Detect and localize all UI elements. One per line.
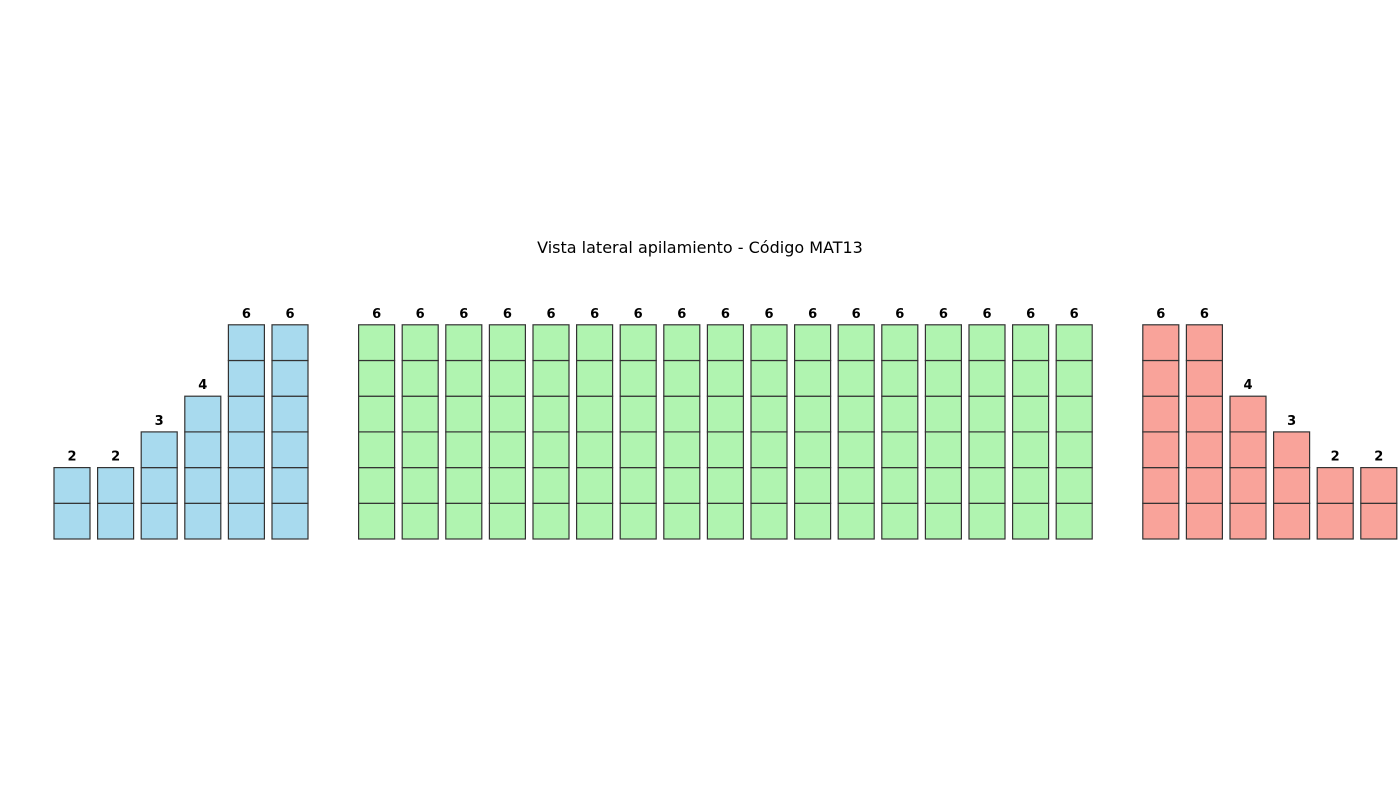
stack-column: [882, 307, 918, 539]
stack-box: [577, 432, 613, 468]
stack-box: [228, 432, 264, 468]
stack-box: [577, 396, 613, 432]
stack-box: [882, 503, 918, 539]
stack-box: [795, 361, 831, 397]
stack-box: [925, 432, 961, 468]
stack-box: [1013, 396, 1049, 432]
stack-box: [838, 325, 874, 361]
stack-box: [1013, 325, 1049, 361]
stack-box: [925, 361, 961, 397]
stack-box: [402, 361, 438, 397]
stack-box: [359, 468, 395, 504]
stack-box: [54, 468, 90, 504]
stack-group-right: [1143, 307, 1397, 539]
stack-box: [185, 432, 221, 468]
stack-column: [1143, 307, 1179, 539]
stack-box: [185, 468, 221, 504]
stack-box: [838, 361, 874, 397]
stack-column: [1361, 450, 1397, 539]
stack-column: [54, 450, 90, 539]
stack-box: [882, 325, 918, 361]
stack-count-label: 2: [67, 449, 77, 465]
stack-box: [577, 325, 613, 361]
stack-box: [98, 503, 134, 539]
stack-box: [707, 468, 743, 504]
stack-column: [185, 378, 221, 539]
stack-box: [228, 503, 264, 539]
stack-column: [1317, 450, 1353, 539]
stack-box: [533, 468, 569, 504]
stack-box: [446, 396, 482, 432]
stack-box: [402, 325, 438, 361]
stack-box: [1274, 468, 1310, 504]
stack-box: [1230, 468, 1266, 504]
stack-box: [533, 396, 569, 432]
stack-count-label: 6: [459, 306, 469, 322]
stack-box: [751, 325, 787, 361]
stack-box: [1056, 503, 1092, 539]
stack-box: [1013, 432, 1049, 468]
stack-count-label: 4: [198, 378, 208, 394]
stack-column: [141, 414, 177, 539]
stack-box: [707, 396, 743, 432]
stack-group-left: [54, 307, 308, 539]
stack-box: [141, 468, 177, 504]
stack-box: [228, 325, 264, 361]
stack-box: [489, 432, 525, 468]
stack-column: [446, 307, 482, 539]
stack-count-label: 6: [1069, 306, 1079, 322]
stack-box: [795, 325, 831, 361]
stack-box: [1230, 396, 1266, 432]
stack-box: [577, 503, 613, 539]
stack-box: [489, 468, 525, 504]
stack-column: [969, 307, 1005, 539]
stack-box: [359, 361, 395, 397]
stack-box: [141, 503, 177, 539]
stack-count-label: 6: [808, 306, 818, 322]
stack-box: [882, 432, 918, 468]
stack-box: [1186, 503, 1222, 539]
stack-count-label: 6: [1026, 306, 1036, 322]
stack-column: [751, 307, 787, 539]
stack-count-label: 6: [590, 306, 600, 322]
stack-box: [489, 503, 525, 539]
stack-column: [1186, 307, 1222, 539]
stack-box: [359, 503, 395, 539]
stack-box: [969, 396, 1005, 432]
stack-box: [577, 361, 613, 397]
stack-box: [1143, 432, 1179, 468]
stack-count-label: 6: [677, 306, 687, 322]
stack-box: [620, 396, 656, 432]
stack-box: [882, 361, 918, 397]
stack-column: [664, 307, 700, 539]
stack-box: [1361, 468, 1397, 504]
stack-box: [533, 503, 569, 539]
stack-box: [272, 361, 308, 397]
stack-box: [577, 468, 613, 504]
stack-box: [446, 503, 482, 539]
stack-box: [489, 325, 525, 361]
stack-box: [969, 468, 1005, 504]
stack-box: [795, 432, 831, 468]
stack-column: [707, 307, 743, 539]
stack-box: [1274, 432, 1310, 468]
stack-column: [577, 307, 613, 539]
stack-box: [446, 361, 482, 397]
stack-count-label: 6: [633, 306, 643, 322]
stack-box: [664, 396, 700, 432]
stack-box: [1186, 468, 1222, 504]
stack-group-middle: [359, 307, 1093, 539]
stack-count-label: 2: [1330, 449, 1340, 465]
chart-title: Vista lateral apilamiento - Código MAT13: [537, 238, 863, 257]
stack-box: [795, 503, 831, 539]
stack-box: [185, 396, 221, 432]
stack-column: [795, 307, 831, 539]
stack-box: [620, 361, 656, 397]
stack-box: [751, 468, 787, 504]
stack-count-label: 6: [851, 306, 861, 322]
stack-box: [1056, 361, 1092, 397]
stack-count-label: 4: [1243, 378, 1253, 394]
stack-column: [838, 307, 874, 539]
stack-box: [1317, 503, 1353, 539]
stack-box: [1143, 361, 1179, 397]
stack-box: [228, 396, 264, 432]
stack-column: [1230, 378, 1266, 539]
stack-box: [1056, 468, 1092, 504]
stack-box: [489, 361, 525, 397]
stack-box: [882, 396, 918, 432]
stack-column: [359, 307, 395, 539]
stack-box: [620, 503, 656, 539]
stack-box: [1186, 361, 1222, 397]
stack-box: [707, 503, 743, 539]
stack-box: [1013, 361, 1049, 397]
stack-box: [620, 325, 656, 361]
stack-box: [882, 468, 918, 504]
stack-box: [402, 468, 438, 504]
stack-box: [1230, 503, 1266, 539]
stack-box: [141, 432, 177, 468]
stack-box: [969, 325, 1005, 361]
stack-box: [838, 396, 874, 432]
stack-box: [489, 396, 525, 432]
stack-box: [751, 396, 787, 432]
stack-box: [751, 361, 787, 397]
stack-box: [272, 503, 308, 539]
stack-count-label: 6: [895, 306, 905, 322]
stack-column: [925, 307, 961, 539]
stack-box: [533, 432, 569, 468]
stack-count-label: 3: [154, 413, 164, 429]
stack-column: [272, 307, 308, 539]
stack-column: [1056, 307, 1092, 539]
stack-box: [1274, 503, 1310, 539]
stack-count-label: 6: [415, 306, 425, 322]
stack-box: [1056, 432, 1092, 468]
stack-box: [1013, 503, 1049, 539]
stack-count-label: 2: [111, 449, 121, 465]
stack-box: [272, 468, 308, 504]
stack-box: [664, 468, 700, 504]
stack-box: [402, 396, 438, 432]
stack-column: [489, 307, 525, 539]
stack-count-label: 6: [502, 306, 512, 322]
stack-box: [925, 503, 961, 539]
stack-column: [402, 307, 438, 539]
stacks-layer: [54, 307, 1397, 539]
stack-box: [1056, 396, 1092, 432]
stack-box: [838, 432, 874, 468]
stack-box: [664, 325, 700, 361]
stack-column: [620, 307, 656, 539]
stack-box: [620, 432, 656, 468]
stack-box: [925, 396, 961, 432]
stack-box: [272, 325, 308, 361]
stack-box: [446, 432, 482, 468]
stack-box: [620, 468, 656, 504]
stack-box: [1186, 432, 1222, 468]
stack-box: [1013, 468, 1049, 504]
stack-count-label: 6: [241, 306, 251, 322]
stack-box: [228, 361, 264, 397]
stack-count-label: 6: [1156, 306, 1166, 322]
stack-count-label: 6: [982, 306, 992, 322]
stack-box: [838, 503, 874, 539]
stack-box: [707, 361, 743, 397]
stack-box: [228, 468, 264, 504]
stack-column: [98, 450, 134, 539]
stack-box: [1186, 396, 1222, 432]
stack-box: [402, 432, 438, 468]
stack-box: [98, 468, 134, 504]
stack-box: [402, 503, 438, 539]
stack-box: [1143, 396, 1179, 432]
stack-column: [1274, 414, 1310, 539]
stack-box: [838, 468, 874, 504]
stack-box: [707, 432, 743, 468]
stack-box: [751, 503, 787, 539]
stack-box: [533, 325, 569, 361]
stack-box: [359, 325, 395, 361]
stack-box: [359, 396, 395, 432]
stack-box: [1186, 325, 1222, 361]
stack-box: [185, 503, 221, 539]
stack-column: [533, 307, 569, 539]
stack-box: [446, 468, 482, 504]
stack-count-label: 6: [720, 306, 730, 322]
stack-box: [925, 325, 961, 361]
stack-box: [1361, 503, 1397, 539]
stack-box: [359, 432, 395, 468]
stack-count-label: 3: [1287, 413, 1297, 429]
stack-box: [795, 468, 831, 504]
stack-box: [1143, 503, 1179, 539]
stack-box: [751, 432, 787, 468]
stack-box: [664, 503, 700, 539]
stack-box: [272, 396, 308, 432]
stack-box: [1317, 468, 1353, 504]
stack-box: [707, 325, 743, 361]
stack-count-label: 6: [938, 306, 948, 322]
stack-count-label: 2: [1374, 449, 1384, 465]
stack-box: [1230, 432, 1266, 468]
stack-box: [969, 361, 1005, 397]
stack-box: [969, 503, 1005, 539]
stack-count-label: 6: [546, 306, 556, 322]
stack-count-label: 6: [372, 306, 382, 322]
stack-count-label: 6: [1199, 306, 1209, 322]
stack-box: [272, 432, 308, 468]
stack-box: [1143, 468, 1179, 504]
stack-box: [533, 361, 569, 397]
stack-box: [795, 396, 831, 432]
stack-box: [1143, 325, 1179, 361]
stack-box: [925, 468, 961, 504]
stack-box: [446, 325, 482, 361]
stack-box: [664, 432, 700, 468]
stack-count-label: 6: [764, 306, 774, 322]
stack-column: [228, 307, 264, 539]
stack-count-label: 6: [285, 306, 295, 322]
stack-box: [1056, 325, 1092, 361]
stack-box: [54, 503, 90, 539]
stack-box: [664, 361, 700, 397]
stack-box: [969, 432, 1005, 468]
stack-column: [1013, 307, 1049, 539]
